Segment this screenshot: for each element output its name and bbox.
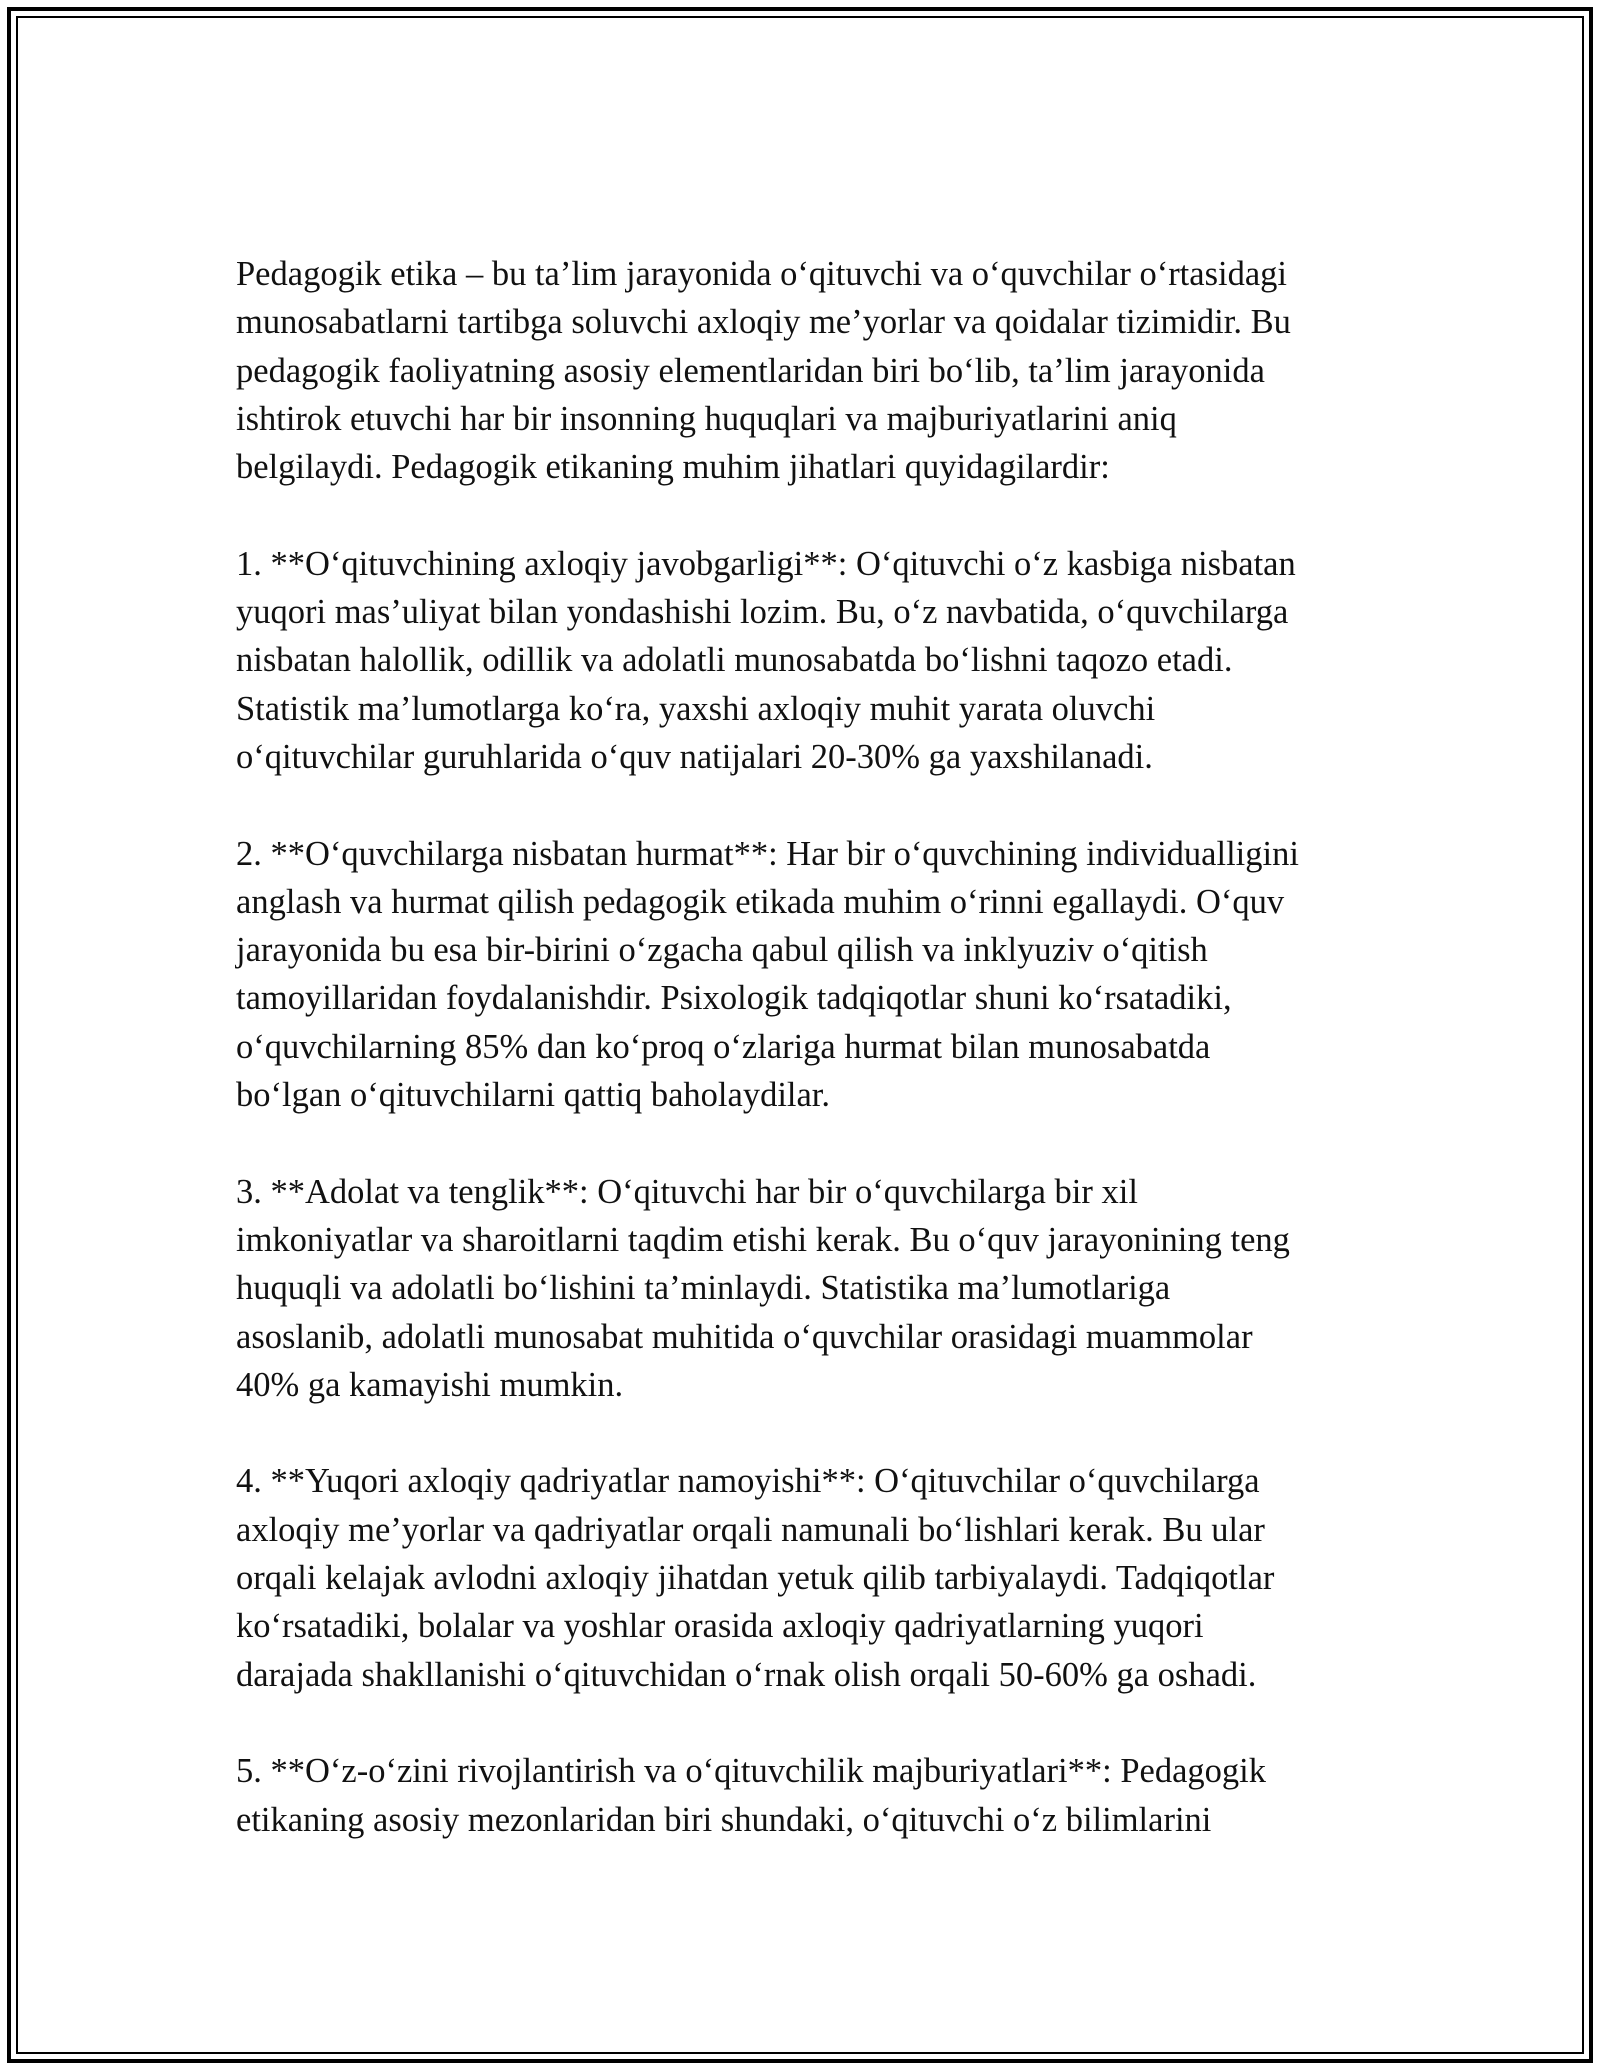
text-line: 4. **Yuqori axloqiy qadriyatlar namoyishi**: O‘qituvchilar o‘quvchilarga [236,1462,1260,1501]
paragraph-item-5 [236,1747,1396,1844]
text-line: anglash va hurmat qilish pedagogik etikada muhim o‘rinni egallaydi. O‘quv [236,882,1285,921]
text-line: imkoniyatlar va sharoitlarni taqdim etishi kerak. Bu o‘quv jarayonining teng [236,1220,1290,1259]
document-body [236,250,1396,1892]
text-line: nisbatan halollik, odillik va adolatli munosabatda bo‘lishni taqozo etadi. [236,641,1233,680]
text-line: 2. **O‘quvchilarga nisbatan hurmat**: Har bir o‘quvchining individualligini [236,834,1299,873]
text-line: asoslanib, adolatli munosabat muhitida o‘quvchilar orasidagi muammolar [236,1317,1253,1356]
paragraph-intro [236,250,1396,491]
text-line: jarayonida bu esa bir-birini o‘zgacha qabul qilish va inklyuziv o‘qitish [236,931,1208,970]
text-line: Pedagogik etika – bu ta’lim jarayonida o‘qituvchi va o‘quvchilar o‘rtasidagi [236,255,1287,293]
text-line: ishtirok etuvchi har bir insonning huquqlari va majburiyatlarini aniq [236,399,1177,438]
text-line: axloqiy me’yorlar va qadriyatlar orqali namunali bo‘lishlari kerak. Bu ular [236,1510,1265,1549]
text-line: o‘quvchilarning 85% dan ko‘proq o‘zlariga hurmat bilan munosabatda [236,1027,1211,1066]
text-line: munosabatlarni tartibga soluvchi axloqiy me’yorlar va qoidalar tizimidir. Bu [236,303,1291,342]
paragraph-item-1 [236,540,1396,781]
text-line: ko‘rsatadiki, bolalar va yoshlar orasida axloqiy qadriyatlarning yuqori [236,1607,1204,1646]
text-line: 1. **O‘qituvchining axloqiy javobgarligi**: O‘qituvchi o‘z kasbiga nisbatan [236,544,1296,583]
paragraph-item-3 [236,1168,1396,1409]
paragraph-item-4 [236,1457,1396,1698]
text-line: huquqli va adolatli bo‘lishini ta’minlaydi. Statistika ma’lumotlariga [236,1269,1171,1308]
text-line: 3. **Adolat va tenglik**: O‘qituvchi har bir o‘quvchilarga bir xil [236,1172,1138,1211]
text-line: 40% ga kamayishi mumkin. [236,1365,624,1404]
text-line: orqali kelajak avlodni axloqiy jihatdan yetuk qilib tarbiyalaydi. Tadqiqotlar [236,1559,1275,1598]
text-line: etikaning asosiy mezonlaridan biri shundaki, o‘qituvchi o‘z bilimlarini [236,1800,1212,1839]
text-line: tamoyillaridan foydalanishdir. Psixologik tadqiqotlar shuni ko‘rsatadiki, [236,979,1232,1018]
text-line: Statistik ma’lumotlarga ko‘ra, yaxshi axloqiy muhit yarata oluvchi [236,689,1156,728]
text-line: pedagogik faoliyatning asosiy elementlaridan biri bo‘lib, ta’lim jarayonida [236,351,1265,390]
text-line: 5. **O‘z-o‘zini rivojlantirish va o‘qituvchilik majburiyatlari**: Pedagogik [236,1752,1266,1791]
text-line: o‘qituvchilar guruhlarida o‘quv natijalari 20-30% ga yaxshilanadi. [236,737,1153,776]
text-line: darajada shakllanishi o‘qituvchidan o‘rnak olish orqali 50-60% ga oshadi. [236,1655,1257,1694]
text-line: yuqori mas’uliyat bilan yondashishi lozim. Bu, o‘z navbatida, o‘quvchilarga [236,593,1289,632]
text-line: bo‘lgan o‘qituvchilarni qattiq baholaydilar. [236,1076,831,1115]
paragraph-item-2 [236,830,1396,1120]
text-line: belgilaydi. Pedagogik etikaning muhim jihatlari quyidagilardir: [236,448,1110,487]
